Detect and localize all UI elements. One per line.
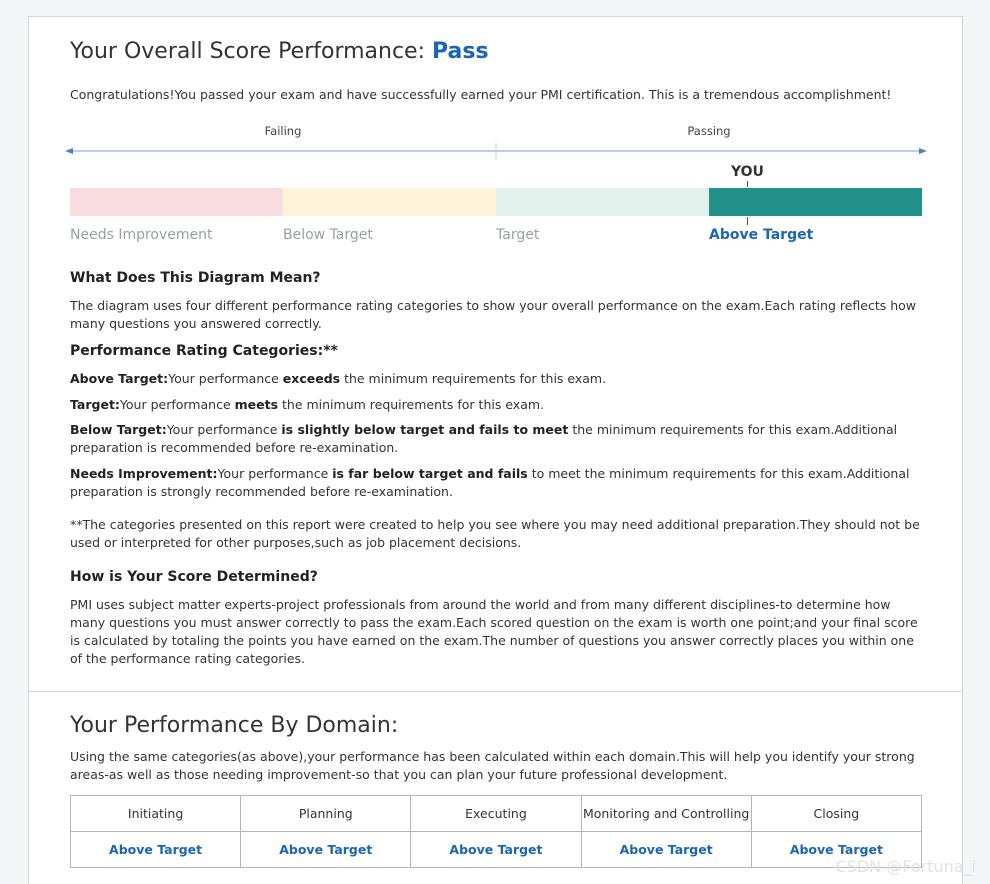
domain-value-row xyxy=(71,832,922,868)
result-pass: Pass xyxy=(432,39,489,64)
domain-value-executing: Above Target xyxy=(411,832,581,868)
overall-title xyxy=(70,39,489,64)
label-target: Target xyxy=(496,227,540,243)
label-above-target: Above Target xyxy=(709,227,814,243)
overall-score-card xyxy=(28,16,963,692)
bar-target xyxy=(496,188,709,216)
passing-label: Passing xyxy=(687,124,731,138)
domain-value-initiating: Above Target xyxy=(71,832,241,868)
def-target: Target:Your performance meets the minimum requirements for this exam. xyxy=(70,397,545,412)
def-needs-improvement: Needs Improvement:Your performance is far below target and fails to meet the minimum requirements for this exam.Additional preparation is strongly recommended before re-examination. xyxy=(70,466,910,499)
domain-table xyxy=(70,795,922,868)
label-needs-improvement: Needs Improvement xyxy=(70,227,213,243)
you-marker-tick-bottom xyxy=(747,217,748,225)
categories-heading: Performance Rating Categories:** xyxy=(70,343,338,359)
domain-text: Using the same categories(as above),your performance has been calculated within each domain.This will help you identify your strong areas-as well as those needing improvement-so that you can plan your future professional development. xyxy=(70,749,915,782)
you-marker-tick xyxy=(747,181,748,187)
diagram-text: The diagram uses four different performance rating categories to show your overall performance on the exam.Each rating reflects how many questions you answered correctly. xyxy=(70,298,917,331)
score-determined-heading: How is Your Score Determined? xyxy=(70,569,318,585)
you-marker-label: YOU xyxy=(731,164,764,180)
def-above-target: Above Target:Your performance exceeds the minimum requirements for this exam. xyxy=(70,371,607,386)
domain-header-planning: Planning xyxy=(241,796,411,832)
overall-title-text: Your Overall Score Performance: xyxy=(70,39,433,64)
categories-footnote: **The categories presented on this report were created to help you see where you may need additional preparation.They should not be used or interpreted for other purposes,such as job placement decisions. xyxy=(70,517,920,550)
congrats-text: Congratulations!You passed your exam and have successfully earned your PMI certification. This is a tremendous accomplishment! xyxy=(70,87,892,102)
bar-above-target xyxy=(709,188,922,216)
domain-header-row xyxy=(71,796,922,832)
domain-header-closing: Closing xyxy=(751,796,921,832)
label-below-target: Below Target xyxy=(283,227,373,243)
def-below-target: Below Target:Your performance is slightly below target and fails to meet the minimum requirements for this exam.Additional preparation is recommended before re-examination. xyxy=(70,422,898,455)
scale-arrow xyxy=(65,143,927,159)
domain-title: Your Performance By Domain: xyxy=(70,713,399,738)
domain-value-closing: Above Target xyxy=(751,832,921,868)
diagram-heading: What Does This Diagram Mean? xyxy=(70,270,321,286)
score-determined-text: PMI uses subject matter experts-project professionals from around the world and from many different disciplines-to determine how many questions you must answer correctly to pass the exam.Each scored question on the exam is worth one point;and your final score is calculated by totaling the points you have earned on the exam.The number of questions you answer correctly places you within one of the performance rating categories. xyxy=(70,597,918,666)
domain-value-planning: Above Target xyxy=(241,832,411,868)
watermark: CSDN @Fortuna_i xyxy=(835,857,976,876)
failing-label: Failing xyxy=(264,124,302,138)
domain-header-executing: Executing xyxy=(411,796,581,832)
bar-below-target xyxy=(283,188,496,216)
domain-header-initiating: Initiating xyxy=(71,796,241,832)
domain-header-monitoring: Monitoring and Controlling xyxy=(581,796,751,832)
domain-performance-card xyxy=(28,691,963,884)
bar-needs-improvement xyxy=(70,188,283,216)
domain-value-monitoring: Above Target xyxy=(581,832,751,868)
